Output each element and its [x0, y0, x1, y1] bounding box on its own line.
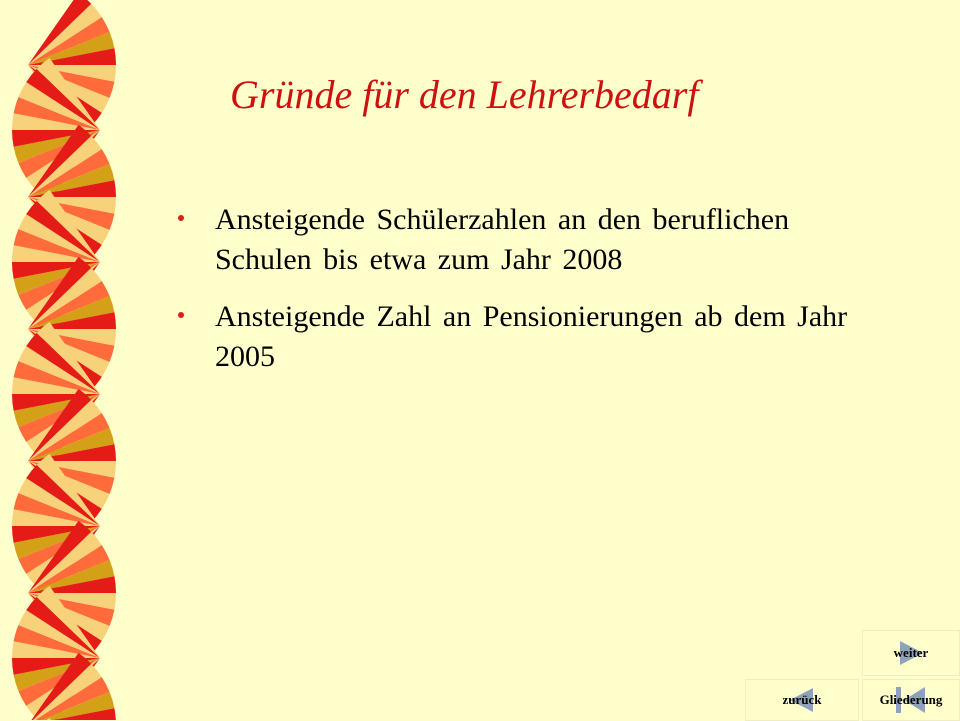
outline-button[interactable] [862, 679, 960, 721]
next-button-label: weiter [893, 645, 929, 660]
bullet-dot-icon [178, 312, 184, 318]
bullet-item [178, 200, 858, 280]
next-button[interactable] [862, 630, 960, 676]
bullet-text: Ansteigende Schülerzahlen an den beruflichen Schulen bis etwa zum Jahr 2008 [215, 203, 790, 276]
slide-title: Gründe für den Lehrerbedarf [230, 72, 699, 117]
wedge-border-decoration [0, 0, 130, 720]
outline-button-label: Gliederung [879, 692, 943, 707]
bullet-text: Ansteigende Zahl an Pensionierungen ab dem Jahr 2005 [215, 300, 848, 373]
bullet-dot-icon [178, 215, 184, 221]
prev-button-label: zurück [782, 692, 822, 707]
bullet-item [178, 297, 858, 377]
bullet-list [178, 200, 858, 394]
prev-button[interactable] [745, 679, 859, 721]
